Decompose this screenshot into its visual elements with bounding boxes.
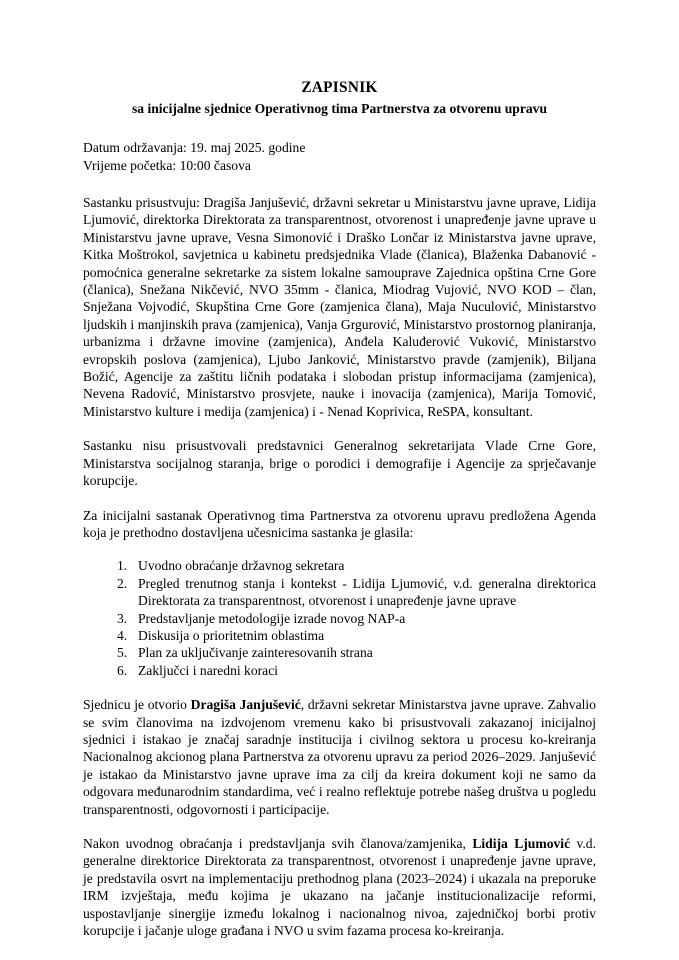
document-subtitle: sa inicijalne sjednice Operativnog tima Partnerstva za otvorenu upravu: [131, 101, 548, 116]
meeting-time-line: Vrijeme početka: 10:00 časova: [83, 157, 251, 173]
agenda-item: [117, 557, 596, 574]
agenda-intro-paragraph: Za inicijalni sastanak Operativnog tima Partnerstva za otvorenu upravu predložena Agenda koja je prethodno dostavljena učesnicima sastanka je glasila:: [83, 507, 596, 540]
agenda-item-label: Plan za uključivanje zainteresovanih strana: [138, 645, 373, 661]
presentation-speaker-name: Lidija Ljumović: [472, 836, 571, 851]
agenda-list: [83, 557, 596, 679]
opening-text-before: Sjednicu je otvorio: [83, 697, 191, 713]
meeting-date-line: Datum održavanja: 19. maj 2025. godine: [83, 140, 306, 155]
presentation-text-before: Nakon uvodnog obraćanja i predstavljanja svih članova/zamjenika,: [83, 836, 473, 851]
agenda-item: [117, 662, 596, 679]
absentees-paragraph: Sastanku nisu prisustvovali predstavnici Generalnog sekretarijata Vlade Crne Gore, Ministarstva socijalnog staranja, brige o porodici i demografije i Agencije za sprječavanje korupcije.: [83, 438, 596, 489]
document-title: ZAPISNIK: [301, 79, 378, 96]
opening-remarks-paragraph: [83, 696, 596, 818]
agenda-item: [117, 610, 596, 627]
meeting-metadata: [83, 139, 596, 174]
agenda-item: [117, 644, 596, 661]
opening-text-after: , državni sekretar Ministarstva javne uprave. Zahvalio se svim članovima na izdvojenom vremenu kako bi prisustvovali zakazanoj inicijalnoj sjednici i istakao je značaj saradnje institucija i civilnog sektora u procesu ko-kreiranja Nacionalnog akcionog plana Partnerstva za otvorenu upravu za period 2026–2029. Janjušević je istakao da Ministarstvo javne uprave ima za cilj da kreira dokument koji ne samo da odgovara međunarodnim standardima, već i realno reflektuje potrebe našeg društva u pogledu transparentnosti, odgovornosti i participacije.: [83, 697, 596, 817]
presentation-paragraph: [83, 835, 596, 939]
opening-speaker-name: Dragiša Janjušević: [190, 697, 301, 713]
agenda-item-label: Uvodno obraćanje državnog sekretara: [138, 558, 345, 574]
agenda-item-label: Predstavljanje metodologije izrade novog NAP-a: [138, 610, 406, 626]
agenda-item-label: Zaključci i naredni koraci: [138, 662, 279, 678]
agenda-item: [117, 627, 596, 644]
agenda-item-label: Pregled trenutnog stanja i kontekst - Lidija Ljumović, v.d. generalna direktorica Direktorata za transparentnost, otvorenost i unapređenje javne uprave: [138, 575, 596, 609]
agenda-item: [117, 575, 596, 610]
agenda-item-label: Diskusija o prioritetnim oblastima: [138, 627, 325, 643]
attendees-paragraph: Sastanku prisustvuju: Dragiša Janjušević, državni sekretar u Ministarstvu javne uprave, Lidija Ljumović, direktorka Direktorata za transparentnost, otvorenost i unapređenje javne uprave u Ministarstvu javne uprave, Vesna Simonović i Draško Lončar iz Ministarstva javne uprave, Kitka Moštrokol, savjetnica u kabinetu predsjednika Vlade (članica), Blaženka Dabanović - pomoćnica generalne sekretarke za sistem lokalne samouprave Zajednica opština Crne Gore (članica), Snežana Nikčević, NVO 35mm - članica, Miodrag Vujović, NVO KOD – član, Snježana Vojvodić, Skupština Crne Gore (zamjenica člana), Maja Nuculović, Ministarstvo ljudskih i manjinskih prava (zamjenica), Vanja Grgurović, Ministarstvo prostornog planiranja, urbanizma i državne imovine (zamjenica), Anđela Kaluđerović Vuković, Ministarstvo evropskih poslova (zamjenica), Ljubo Janković, Ministarstvo pravde (zamjenik), Biljana Božić, Agencije za zaštitu ličnih podataka i slobodan pristup informacijama (zamjenica), Nevena Radović, Ministarstvo prosvjete, nauke i inovacija (zamjenica), Marija Tomović, Ministarstvo kulture i medija (zamjenica) i - Nenad Koprivica, ReSPA, konsultant.: [83, 195, 596, 419]
presentation-text-after: v.d. generalne direktorice Direktorata za transparentnost, otvorenost i unapređenje javne uprave, je predstavila osvrt na implementaciju prethodnog plana (2023–2024) i ukazala na preporuke IRM izvještaja, među kojima je ukazano na jačanje institucionalizacije reformi, uspostavljanje sinergije između lokalnog i nacionalnog nivoa, zajedničkoj borbi protiv korupcije i jačanje uloge građana i NVO u svim fazama procesa ko-kreiranja.: [83, 836, 597, 939]
